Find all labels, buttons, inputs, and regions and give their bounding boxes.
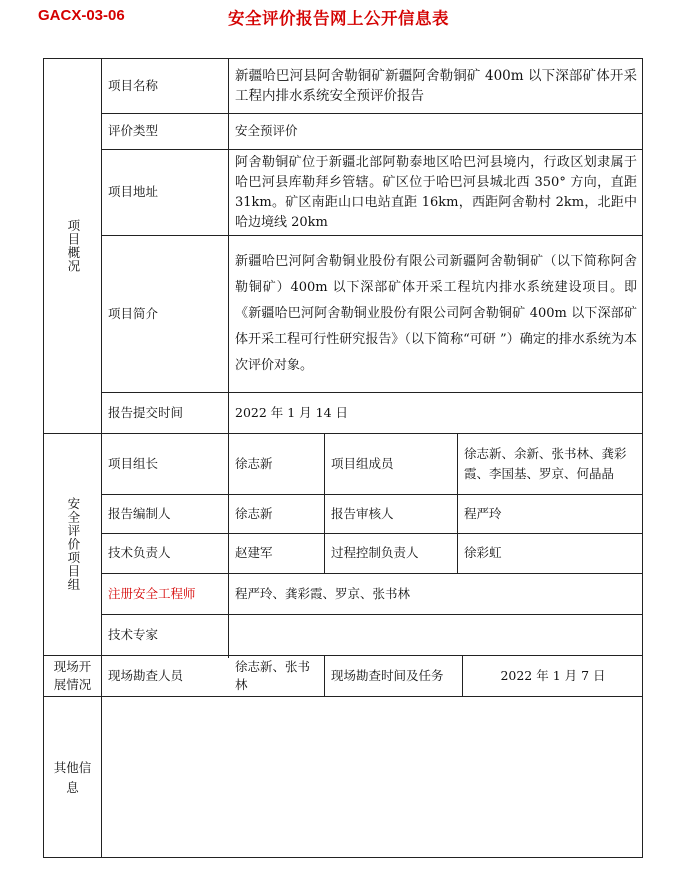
- project-name-value: 新疆哈巴河县阿舍勒铜矿新疆阿舍勒铜矿 400m 以下深部矿体开采工程内排水系统安全预评价报告: [235, 68, 637, 104]
- reviewer-value: 程严玲: [464, 505, 502, 521]
- author-label: 报告编制人: [108, 505, 171, 521]
- engineers-value: 程严玲、龚彩霞、罗京、张书林: [235, 585, 411, 601]
- project-name-label: 项目名称: [108, 77, 159, 93]
- document-title: 安全评价报告网上公开信息表: [228, 9, 449, 28]
- engineers-label: 注册安全工程师: [108, 585, 196, 601]
- tech-lead-label: 技术负责人: [108, 545, 171, 561]
- overview-section-text: 项目概况: [65, 219, 81, 273]
- survey-time-label: 现场勘查时间及任务: [331, 667, 444, 683]
- intro-label: 项目简介: [108, 305, 159, 321]
- eval-type-label: 评价类型: [108, 123, 159, 139]
- leader-value: 徐志新: [235, 455, 273, 471]
- survey-staff-label: 现场勘查人员: [108, 667, 184, 683]
- survey-staff-value: 徐志新、张书林: [235, 659, 311, 692]
- address-value: 阿舍勒铜矿位于新疆北部阿勒泰地区哈巴河县境内，行政区划隶属于哈巴河县库勒拜乡管辖。矿区位于哈巴河县城北西 350° 方向，直距 31km。矿区南距山口电站直距 16km，西距阿舍勒村 2km，北距中哈边境线 20km: [235, 154, 637, 230]
- address-label: 项目地址: [108, 184, 159, 200]
- members-label: 项目组成员: [331, 455, 394, 471]
- document-code: GACX-03-06: [38, 7, 125, 24]
- process-lead-value: 徐彩虹: [464, 545, 502, 561]
- experts-value: [229, 615, 643, 655]
- tech-lead-value: 赵建军: [235, 545, 273, 561]
- eval-type-value: 安全预评价: [235, 123, 298, 139]
- leader-label: 项目组长: [108, 455, 159, 471]
- team-section-label: [44, 434, 101, 655]
- info-table: [43, 58, 643, 858]
- submit-time-value: 2022 年 1 月 14 日: [235, 404, 349, 420]
- experts-label: 技术专家: [108, 626, 159, 642]
- other-section-label: 其他信息: [53, 759, 92, 795]
- process-lead-label: 过程控制负责人: [331, 545, 419, 561]
- other-content: [102, 697, 643, 858]
- survey-time-value: 2022 年 1 月 7 日: [500, 667, 606, 683]
- members-value: 徐志新、余新、张书林、龚彩霞、李国基、罗京、何晶晶: [464, 446, 627, 481]
- reviewer-label: 报告审核人: [331, 505, 394, 521]
- author-value: 徐志新: [235, 505, 273, 521]
- overview-section-label: [44, 59, 101, 433]
- intro-value: 新疆哈巴河阿舍勒铜业股份有限公司新疆阿舍勒铜矿（以下简称阿舍勒铜矿）400m 以下深部矿体开采工程坑内排水系统建设项目。即《新疆哈巴河阿舍勒铜业股份有限公司阿舍勒铜矿 400m 以下深部矿体开采工程可行性研究报告》（以下简称“可研 ”）确定的排水系统为本次评价对象。: [235, 254, 637, 373]
- site-section-label: 现场开展情况: [53, 659, 92, 692]
- submit-time-label: 报告提交时间: [108, 404, 184, 420]
- team-section-text: 安全评价项目组: [65, 497, 81, 592]
